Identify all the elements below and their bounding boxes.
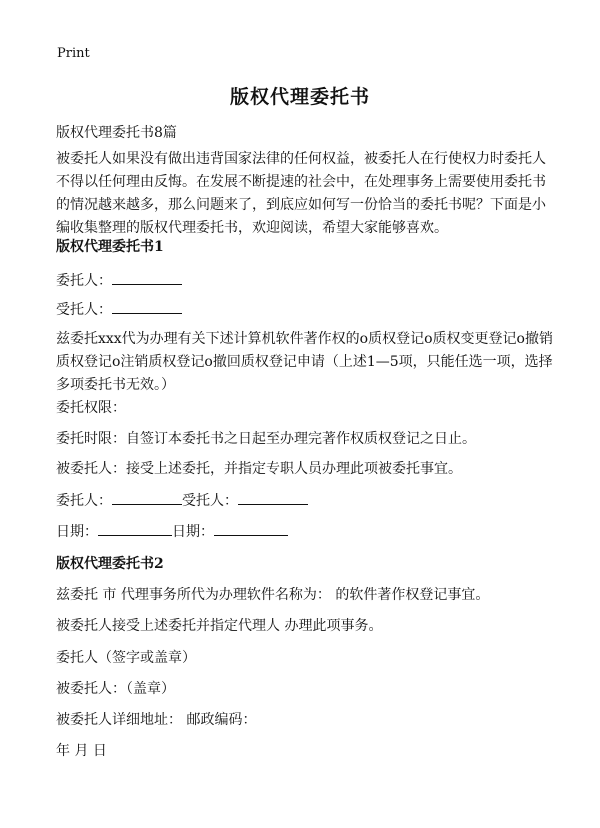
print-label: Print: [57, 46, 90, 61]
sig-agent-blank: [238, 490, 308, 505]
section1-heading: 版权代理委托书1: [56, 239, 164, 255]
page-title: 版权代理委托书: [229, 86, 370, 108]
intro-paragraph: 被委托人如果没有做出违背国家法律的任何权益，被委托人在行使权力时委托人不得以任何理由反悔。在发展不断提速的社会中，在处理事务上需要使用委托书的情况越来越多，那么问题来了，到底应如何写一份恰当的委托书呢？下面是小编收集整理的版权代理委托书，欢迎阅读，希望大家能够喜欢。: [56, 151, 546, 236]
sig-principal-blank: [112, 490, 182, 505]
accept-line: 被委托人：接受上述委托，并指定专职人员办理此项被委托事宜。: [56, 461, 462, 477]
section2-line6: 年 月 日: [56, 743, 107, 759]
principal-blank: [112, 270, 182, 285]
section2-line3: 委托人（签字或盖章）: [56, 650, 196, 666]
section1-body: 兹委托xxx代为办理有关下述计算机软件著作权的o质权登记o质权变更登记o撤销质权登记o注销质权登记o撤回质权登记申请（上述1—5项，只能任选一项，选择多项委托书无效。）: [56, 331, 553, 393]
subtitle: 版权代理委托书8篇: [56, 125, 177, 141]
date2-blank: [214, 521, 288, 536]
agent-label: 受托人：: [56, 302, 112, 318]
date1-blank: [98, 521, 172, 536]
date1-label: 日期：: [56, 524, 98, 540]
date2-label: 日期：: [172, 524, 214, 540]
period-line: 委托时限：自签订本委托书之日起至办理完著作权质权登记之日止。: [56, 431, 476, 447]
agent-blank: [112, 299, 182, 314]
date-line: [56, 521, 288, 541]
signature-line: [56, 490, 308, 510]
section2-line5: 被委托人详细地址： 邮政编码：: [56, 712, 257, 728]
scope-line: 委托权限：: [56, 400, 126, 416]
principal-label: 委托人：: [56, 273, 112, 289]
section2-line2: 被委托人接受上述委托并指定代理人 办理此项事务。: [56, 618, 383, 634]
principal-line: [56, 270, 182, 290]
agent-line: [56, 299, 182, 319]
section2-line1: 兹委托 市 代理事务所代为办理软件名称为： 的软件著作权登记事宜。: [56, 587, 490, 603]
sig-principal-label: 委托人：: [56, 493, 112, 509]
section2-heading: 版权代理委托书2: [56, 556, 164, 572]
section2-line4: 被委托人：（盖章）: [56, 681, 175, 697]
sig-agent-label: 受托人：: [182, 493, 238, 509]
